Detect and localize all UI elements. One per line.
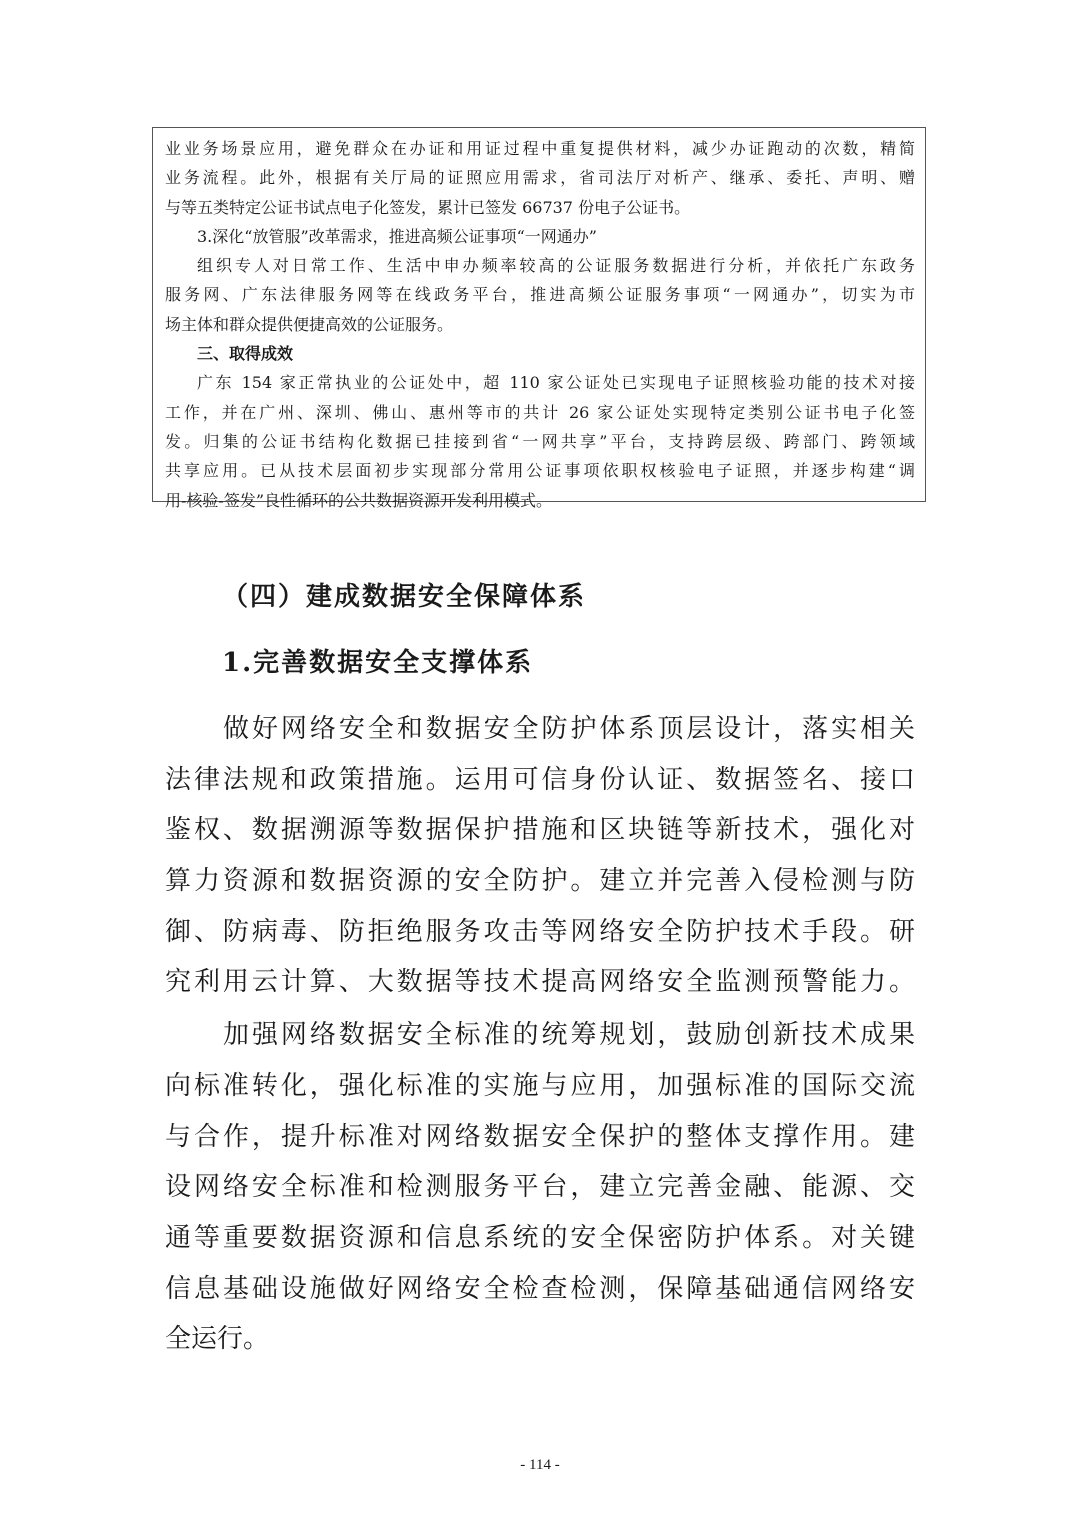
- case-study-box: [152, 127, 926, 510]
- body-line: 究利用云计算、大数据等技术提高网络安全监测预警能力。: [165, 967, 915, 998]
- body-line: 与合作，提升标准对网络数据安全保护的整体支撑作用。建: [165, 1121, 915, 1152]
- box-line: 工作，并在广州、深圳、佛山、惠州等市的共计 26 家公证处实现特定类别公证书电子化签: [165, 402, 915, 422]
- section-heading: （四）建成数据安全保障体系: [222, 582, 587, 612]
- body-line: 做好网络安全和数据安全防护体系顶层设计，落实相关: [223, 714, 915, 744]
- body-line: 加强网络数据安全标准的统筹规划，鼓励创新技术成果: [223, 1020, 915, 1051]
- box-line: 服务网、广东法律服务网等在线政务平台，推进高频公证服务事项“一网通办”，切实为市: [165, 285, 915, 305]
- body-line: 算力资源和数据资源的安全防护。建立并完善入侵检测与防: [165, 866, 915, 897]
- box-line: 场主体和群众提供便捷高效的公证服务。: [165, 314, 454, 334]
- body-line: 法律法规和政策措施。运用可信身份认证、数据签名、接口: [165, 764, 915, 795]
- body-line: 鉴权、数据溯源等数据保护措施和区块链等新技术，强化对: [165, 815, 915, 846]
- box-section-heading: 三、取得成效: [197, 344, 294, 364]
- box-line: 用-核验-签发”良性循环的公共数据资源开发利用模式。: [165, 490, 552, 510]
- body-line: 御、防病毒、防拒绝服务攻击等网络安全防护技术手段。研: [165, 916, 915, 947]
- box-line: 广东 154 家正常执业的公证处中，超 110 家公证处已实现电子证照核验功能的技术对接: [197, 373, 915, 393]
- box-line: 共享应用。已从技术层面初步实现部分常用公证事项依职权核验电子证照，并逐步构建“调: [165, 461, 915, 481]
- box-line: 发。归集的公证书结构化数据已挂接到省“一网共享”平台，支持跨层级、跨部门、跨领域: [165, 431, 915, 451]
- box-line: 业务流程。此外，根据有关厅局的证照应用需求，省司法厅对析产、继承、委托、声明、赠: [165, 168, 915, 188]
- box-line: 业业务场景应用，避免群众在办证和用证过程中重复提供材料，减少办证跑动的次数，精简: [165, 139, 915, 158]
- box-subheading: 3.深化“放管服”改革需求，推进高频公证事项“一网通办”: [197, 226, 597, 246]
- body-text: [165, 704, 915, 1365]
- body-line: 设网络安全标准和检测服务平台，建立完善金融、能源、交: [165, 1172, 915, 1203]
- body-line: 全运行。: [165, 1324, 270, 1355]
- box-line: 与等五类特定公证书试点电子化签发，累计已签发 66737 份电子公证书。: [165, 197, 691, 217]
- body-line: 信息基础设施做好网络安全检查检测，保障基础通信网络安: [165, 1273, 915, 1304]
- page-number: - 114 -: [520, 1457, 560, 1473]
- body-line: 通等重要数据资源和信息系统的安全保密防护体系。对关键: [165, 1222, 915, 1253]
- box-line: 组织专人对日常工作、生活中申办频率较高的公证服务数据进行分析，并依托广东政务: [197, 256, 915, 276]
- sub-heading: 1.完善数据安全支撑体系: [222, 648, 534, 678]
- body-line: 向标准转化，强化标准的实施与应用，加强标准的国际交流: [165, 1070, 915, 1101]
